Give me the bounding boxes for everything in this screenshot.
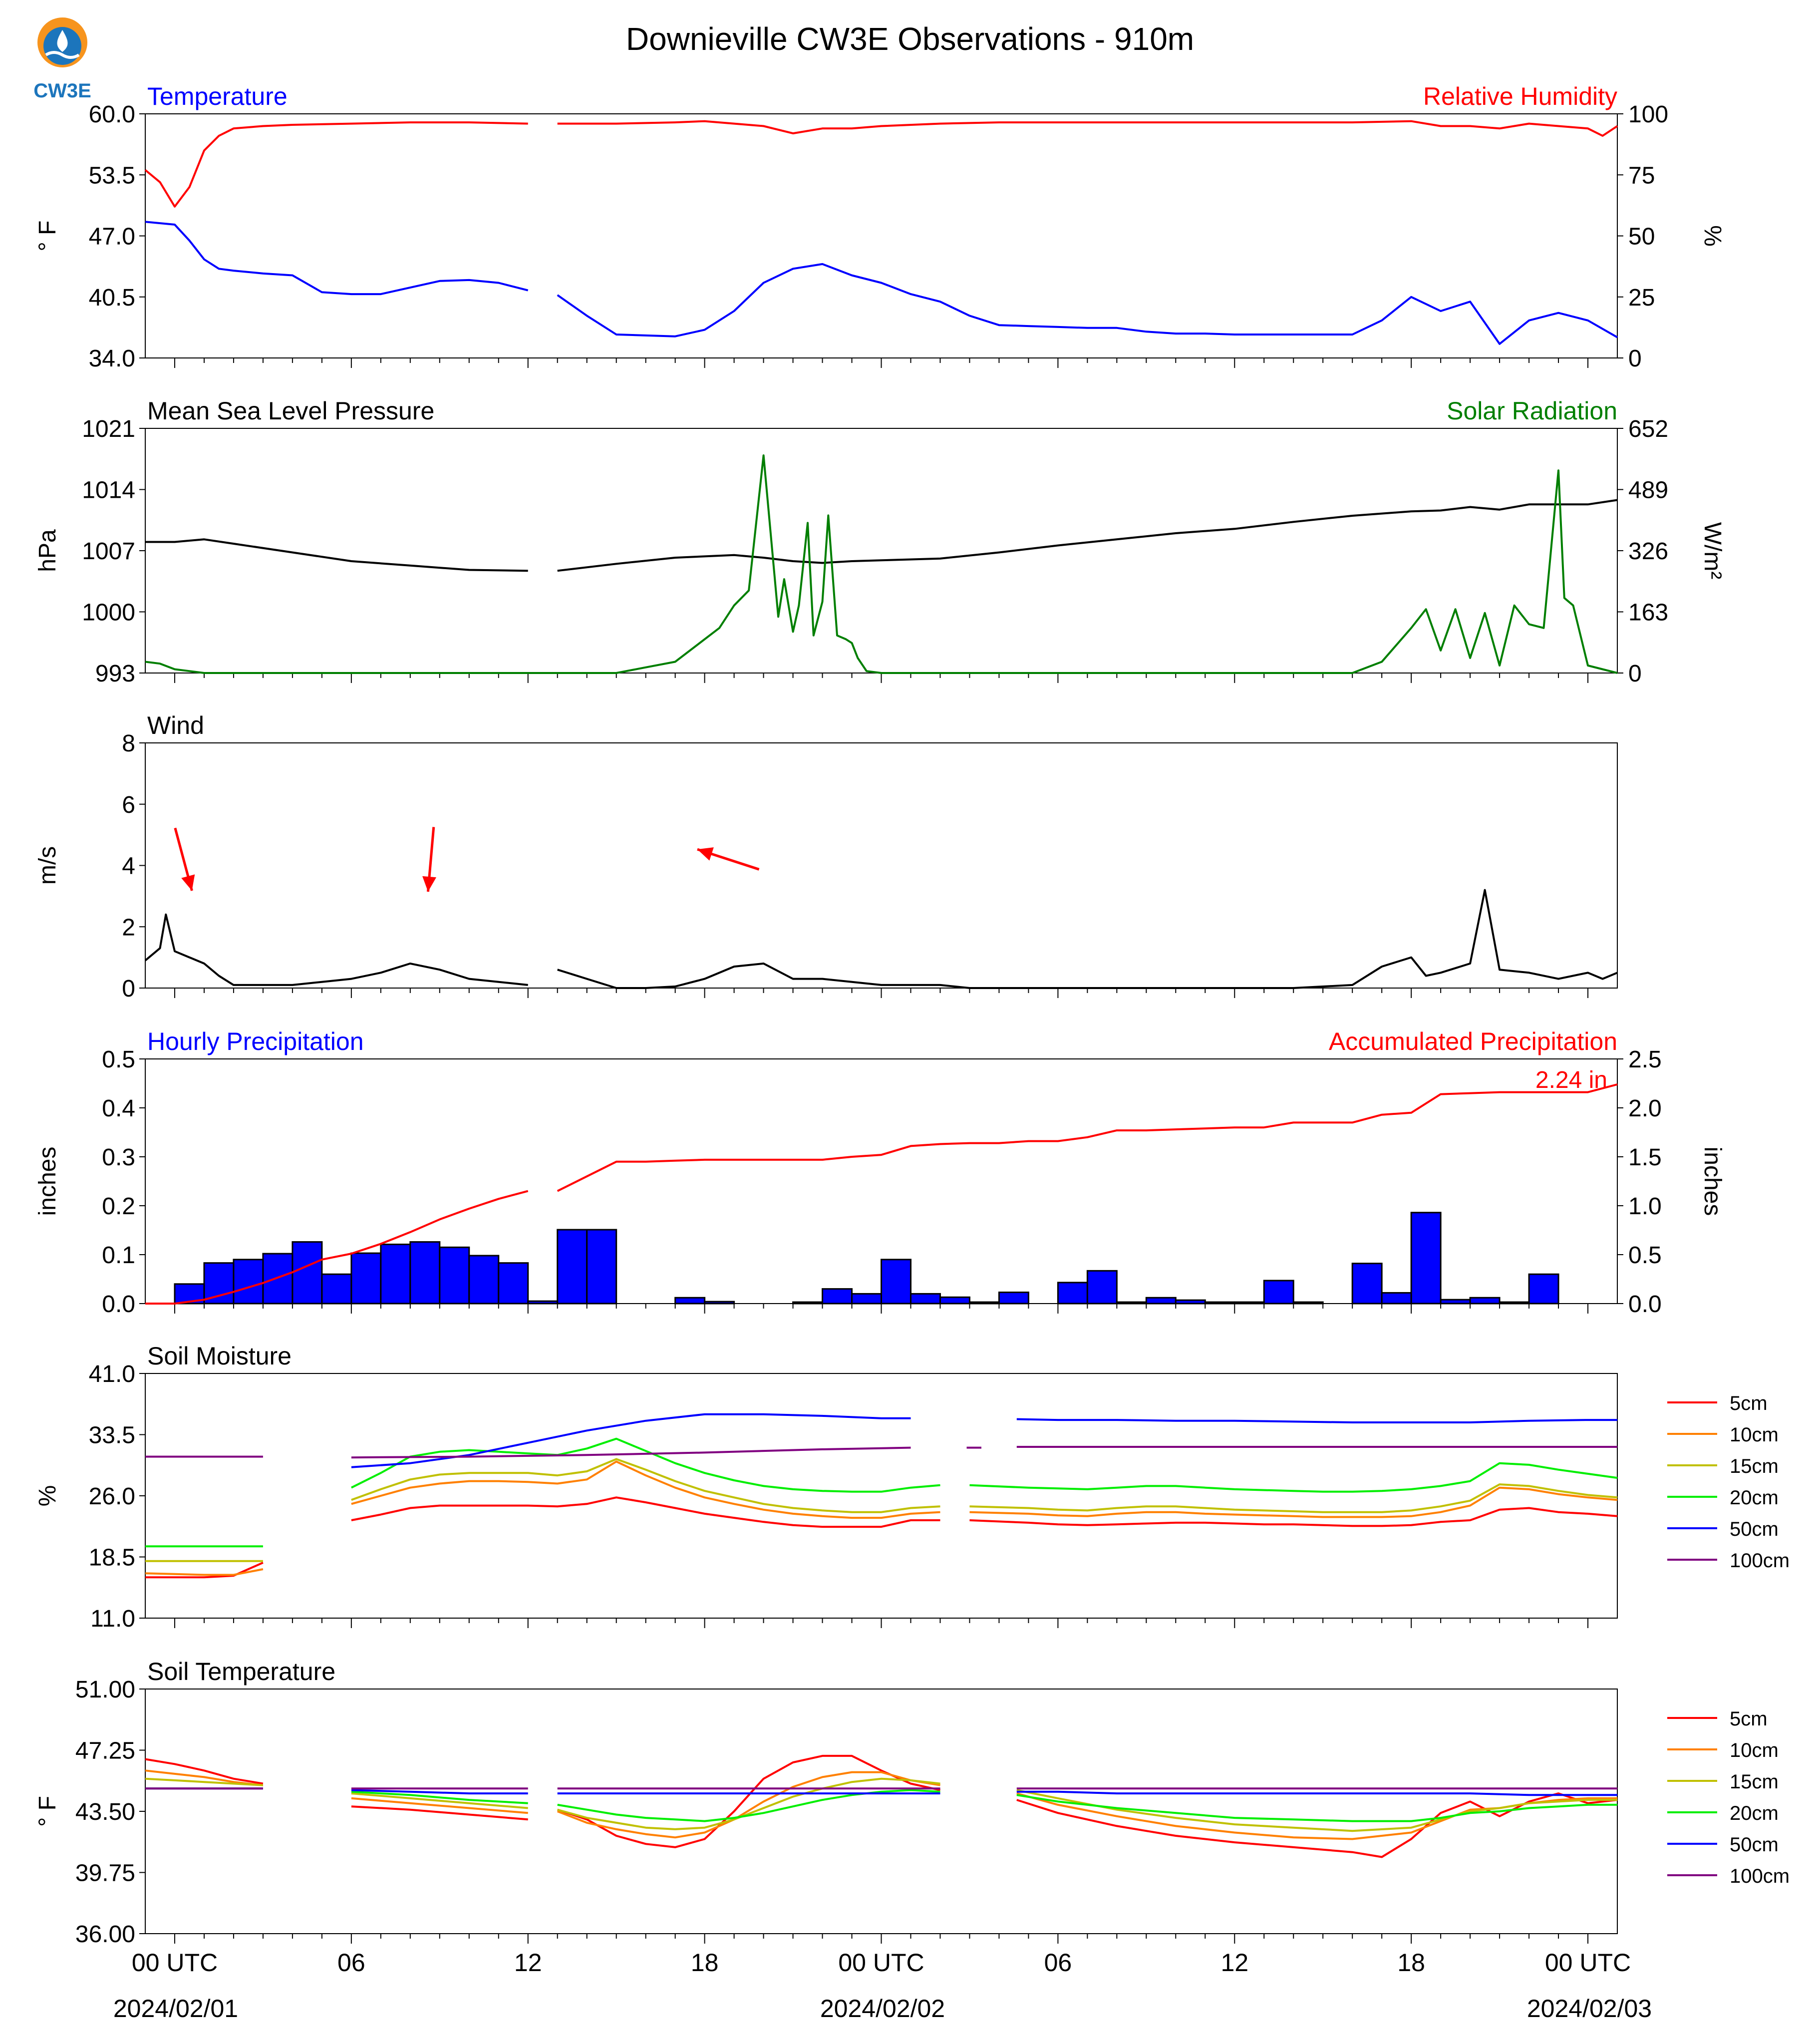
y-tick-label-right: 0.5	[1628, 1242, 1662, 1269]
precip-bar	[1441, 1300, 1470, 1304]
precip-bar	[293, 1242, 322, 1304]
precip-bar	[882, 1260, 911, 1304]
series-line-10cm	[145, 1770, 263, 1785]
y-axis-label-right: W/m²	[1699, 522, 1726, 580]
panel-wind	[34, 711, 1617, 1002]
y-tick-label-left: 0.0	[102, 1291, 135, 1318]
y-tick-label-left: 8	[122, 730, 135, 757]
y-tick-label-left: 1021	[82, 416, 135, 442]
y-tick-label-left: 2	[122, 914, 135, 941]
y-tick-label-left: 0.4	[102, 1095, 135, 1122]
y-tick-label-left: 4	[122, 853, 135, 880]
precip-bar	[675, 1298, 705, 1304]
y-tick-label-left: 47.25	[75, 1737, 135, 1764]
y-tick-label-left: 0	[122, 976, 135, 1002]
precip-bar	[1500, 1302, 1529, 1304]
y-tick-label-left: 6	[122, 791, 135, 818]
precip-bar	[1176, 1300, 1205, 1304]
y-tick-label-left: 1007	[82, 538, 135, 565]
y-tick-label-right: 0	[1628, 345, 1642, 372]
y-tick-label-right: 489	[1628, 477, 1669, 504]
precip-bar	[499, 1263, 528, 1304]
series-line-5cm	[351, 1806, 528, 1819]
date-label-1: 2024/02/01	[113, 1995, 239, 2023]
y-tick-label-right: 100	[1628, 101, 1669, 128]
legend-label: 100cm	[1730, 1865, 1790, 1887]
precip-bar	[351, 1253, 381, 1304]
y-tick-label-right: 326	[1628, 538, 1669, 565]
precip-bar	[1264, 1281, 1293, 1304]
precip-bar	[440, 1247, 469, 1304]
y-tick-label-left: 1000	[82, 599, 135, 626]
precip-bar	[1470, 1298, 1500, 1304]
legend-label: 50cm	[1730, 1518, 1779, 1540]
wind-arrow-head	[697, 847, 714, 861]
precip-bar	[587, 1230, 616, 1304]
legend-label: 15cm	[1730, 1771, 1779, 1793]
y-tick-label-right: 0	[1628, 661, 1642, 687]
precip-bar	[1205, 1302, 1234, 1304]
y-axis-label-left: inches	[34, 1146, 61, 1216]
precip-bar	[1146, 1298, 1176, 1304]
x-tick-label: 06	[1044, 1949, 1072, 1977]
legend-label: 5cm	[1730, 1392, 1768, 1414]
y-tick-label-right: 50	[1628, 223, 1655, 250]
date-label-3: 2024/02/03	[1526, 1995, 1652, 2023]
precip-bar	[410, 1242, 440, 1304]
series-line-50cm	[1017, 1792, 1617, 1795]
series-line-10cm	[1017, 1793, 1617, 1839]
y-tick-label-right: 163	[1628, 599, 1669, 626]
precip-bar	[1382, 1293, 1411, 1304]
plot-frame	[145, 428, 1617, 673]
series-line-15cm	[351, 1459, 940, 1512]
y-axis-label-left: ° F	[34, 1796, 61, 1827]
precip-bar	[823, 1289, 852, 1304]
panel-precip	[34, 1027, 1726, 1318]
y-tick-label-left: 36.00	[75, 1921, 135, 1948]
series-line-50cm	[1017, 1419, 1617, 1423]
series-line-5cm	[558, 1756, 940, 1847]
precip-bar	[1352, 1264, 1382, 1304]
legend-label: 20cm	[1730, 1487, 1779, 1509]
series-line-mean-sea-level-pressure	[558, 500, 1617, 571]
panel-title-left: Wind	[147, 711, 204, 739]
y-tick-label-left: 40.5	[88, 284, 135, 311]
panel-temp_rh	[34, 82, 1726, 372]
panel-title-left: Soil Temperature	[147, 1658, 336, 1686]
y-tick-label-right: 75	[1628, 162, 1655, 189]
y-tick-label-left: 34.0	[88, 345, 135, 372]
series-line-15cm	[558, 1779, 940, 1829]
x-tick-label: 00 UTC	[1544, 1949, 1631, 1977]
precip-bar	[469, 1256, 499, 1304]
y-tick-label-right: 1.5	[1628, 1144, 1662, 1171]
precip-bar	[1234, 1302, 1264, 1304]
series-line-temperature	[145, 222, 528, 294]
y-tick-label-right: 25	[1628, 284, 1655, 311]
y-tick-label-right: 652	[1628, 416, 1669, 442]
precip-bar	[910, 1294, 940, 1304]
series-line-50cm	[351, 1414, 911, 1467]
y-axis-label-left: ° F	[34, 220, 61, 252]
y-tick-label-left: 0.1	[102, 1242, 135, 1269]
legend-label: 15cm	[1730, 1455, 1779, 1477]
panel-soil_moisture	[34, 1342, 1790, 1632]
logo-text: CW3E	[33, 80, 91, 102]
series-line-mean-sea-level-pressure	[145, 539, 528, 571]
y-axis-label-right: inches	[1699, 1146, 1726, 1216]
x-tick-label: 06	[337, 1949, 365, 1977]
precip-bar	[969, 1302, 999, 1304]
series-line-relative-humidity	[558, 121, 1617, 136]
panel-title-left: Temperature	[147, 82, 288, 110]
figure-title: Downieville CW3E Observations - 910m	[625, 21, 1195, 57]
wind-arrow-head	[422, 876, 436, 892]
y-axis-label-left: hPa	[34, 529, 61, 572]
y-tick-label-left: 53.5	[88, 162, 135, 189]
legend-label: 50cm	[1730, 1834, 1779, 1856]
accumulated-total-annotation: 2.24 in	[1535, 1067, 1607, 1093]
y-tick-label-right: 2.5	[1628, 1046, 1662, 1073]
legend-label: 20cm	[1730, 1802, 1779, 1824]
y-tick-label-left: 0.5	[102, 1046, 135, 1073]
series-line-temperature	[558, 264, 1617, 344]
series-line-relative-humidity	[145, 122, 528, 207]
legend-label: 10cm	[1730, 1739, 1779, 1761]
cw3e-logo	[33, 17, 91, 102]
series-line-wind	[558, 890, 1617, 988]
series-line-20cm	[969, 1463, 1617, 1492]
plot-frame	[145, 114, 1617, 358]
y-tick-label-right: 1.0	[1628, 1193, 1662, 1220]
y-tick-label-left: 1014	[82, 477, 135, 504]
precip-bar	[940, 1297, 969, 1304]
precip-bar	[1411, 1213, 1441, 1304]
series-line-solar-radiation	[145, 455, 1617, 673]
precip-bar	[558, 1230, 587, 1304]
precip-bar	[999, 1292, 1028, 1304]
y-tick-label-left: 0.3	[102, 1144, 135, 1171]
y-tick-label-left: 26.0	[88, 1483, 135, 1510]
y-tick-label-left: 51.00	[75, 1677, 135, 1703]
panel-title-right: Relative Humidity	[1423, 82, 1617, 110]
panel-soil_temp	[34, 1658, 1790, 1977]
y-tick-label-right: 0.0	[1628, 1291, 1662, 1318]
precip-bar	[1087, 1271, 1117, 1304]
precip-bar	[322, 1274, 351, 1304]
panel-title-right: Solar Radiation	[1447, 397, 1617, 425]
y-tick-label-left: 33.5	[88, 1422, 135, 1449]
panel-title-right: Accumulated Precipitation	[1328, 1027, 1617, 1055]
x-tick-label: 12	[514, 1949, 542, 1977]
y-tick-label-left: 993	[95, 661, 135, 687]
precip-bar	[381, 1244, 410, 1304]
series-line-accumulated-precipitation	[558, 1084, 1617, 1191]
x-tick-label: 18	[690, 1949, 719, 1977]
precip-bar	[793, 1302, 823, 1304]
y-tick-label-left: 11.0	[90, 1606, 135, 1632]
series-line-10cm	[558, 1772, 940, 1838]
plot-frame	[145, 1373, 1617, 1618]
y-tick-label-left: 0.2	[102, 1193, 135, 1220]
series-line-wind	[145, 915, 528, 985]
y-tick-label-left: 47.0	[88, 223, 135, 250]
x-tick-label: 18	[1397, 1949, 1425, 1977]
legend-label: 5cm	[1730, 1708, 1768, 1730]
precip-bar	[1529, 1274, 1558, 1304]
precip-bar	[234, 1260, 263, 1304]
precip-bar	[852, 1294, 882, 1304]
plot-frame	[145, 1689, 1617, 1934]
y-tick-label-right: 2.0	[1628, 1095, 1662, 1122]
legend-label: 10cm	[1730, 1424, 1779, 1446]
y-tick-label-left: 18.5	[88, 1544, 135, 1571]
x-tick-label: 12	[1220, 1949, 1249, 1977]
y-axis-label-right: %	[1699, 225, 1726, 247]
x-tick-label: 00 UTC	[131, 1949, 218, 1977]
panel-title-left: Mean Sea Level Pressure	[147, 397, 435, 425]
precip-bar	[528, 1301, 558, 1304]
y-tick-label-left: 60.0	[88, 101, 135, 128]
panel-title-left: Hourly Precipitation	[147, 1027, 364, 1055]
series-line-10cm	[969, 1488, 1617, 1517]
x-tick-label: 00 UTC	[838, 1949, 924, 1977]
panel-pressure_solar	[34, 397, 1726, 687]
wind-arrow-head	[181, 874, 195, 891]
date-label-2: 2024/02/02	[820, 1995, 945, 2023]
precip-bar	[1293, 1302, 1323, 1304]
panels	[34, 82, 1790, 1977]
precip-bar	[1058, 1283, 1087, 1304]
panel-title-left: Soil Moisture	[147, 1342, 292, 1370]
precip-bar	[1117, 1302, 1146, 1304]
plot-frame	[145, 743, 1617, 988]
legend-label: 100cm	[1730, 1550, 1790, 1572]
y-axis-label-left: %	[34, 1485, 61, 1507]
y-tick-label-left: 43.50	[75, 1799, 135, 1825]
y-tick-label-left: 41.0	[88, 1361, 135, 1387]
y-tick-label-left: 39.75	[75, 1860, 135, 1887]
precip-bar	[705, 1302, 734, 1304]
y-axis-label-left: m/s	[34, 846, 61, 885]
